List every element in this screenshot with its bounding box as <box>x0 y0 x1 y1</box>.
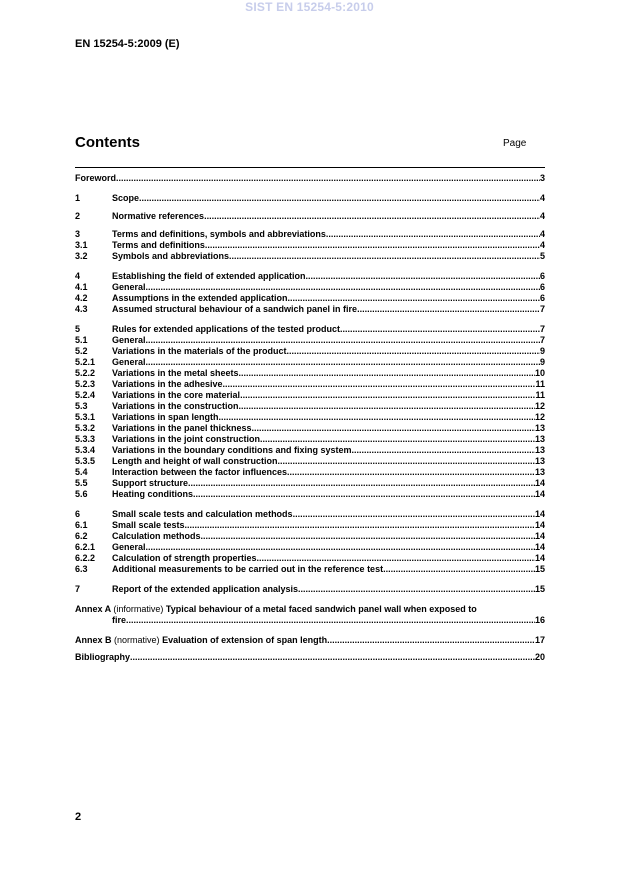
contents-heading: Contents <box>75 134 140 151</box>
toc-entry[interactable] <box>75 346 545 357</box>
dot-leader <box>287 346 540 357</box>
dot-leader <box>306 271 540 282</box>
toc-entry-number: 2 <box>75 211 81 221</box>
toc-entry[interactable] <box>75 553 545 564</box>
toc-entry[interactable] <box>75 478 545 489</box>
toc-entry-page: 13 <box>534 456 545 466</box>
toc-entry-page: 13 <box>534 445 545 455</box>
toc-entry-page: 4 <box>539 229 545 239</box>
toc-entry-number: 5.5 <box>75 478 88 488</box>
dot-leader <box>204 211 540 222</box>
toc-entry[interactable] <box>75 509 545 520</box>
toc-entry[interactable] <box>75 489 545 500</box>
toc-entry-page: 20 <box>534 652 545 662</box>
toc-entry-number: 5.4 <box>75 467 88 477</box>
toc-entry-title: Variations in the adhesive <box>112 379 223 389</box>
toc-entry[interactable] <box>75 423 545 434</box>
toc-entry-page: 15 <box>534 584 545 594</box>
toc-entry-title: Support structure <box>112 478 189 488</box>
toc-entry-bibliography[interactable] <box>75 652 545 663</box>
dot-leader <box>193 489 535 500</box>
toc-entry-page: 12 <box>534 412 545 422</box>
toc-entry-page: 4 <box>539 193 545 203</box>
toc-entry-number: 4 <box>75 271 81 281</box>
toc-entry-title: Normative references <box>112 211 205 221</box>
toc-entry-annex-a[interactable] <box>75 604 545 626</box>
dot-leader <box>223 379 536 390</box>
toc-entry-title: Establishing the field of extended application <box>112 271 306 281</box>
toc-entry-title: Rules for extended applications of the tested product <box>112 324 341 334</box>
toc-entry-title: General <box>112 335 146 345</box>
toc-entry-page: 7 <box>539 304 545 314</box>
toc-entry-page: 3 <box>539 173 545 183</box>
annex-title: Evaluation of extension of span length <box>162 635 328 645</box>
toc-entry-title: General <box>112 542 146 552</box>
dot-leader <box>357 304 540 315</box>
toc-entry-number: 4.1 <box>75 282 88 292</box>
toc-entry[interactable] <box>75 564 545 575</box>
dot-leader <box>252 423 535 434</box>
toc-entry-title: Variations in the panel thickness <box>112 423 252 433</box>
dot-leader <box>239 368 535 379</box>
toc-entry[interactable] <box>75 542 545 553</box>
toc-entry-page: 13 <box>534 423 545 433</box>
toc-entry[interactable] <box>75 324 545 335</box>
toc-entry[interactable] <box>75 304 545 315</box>
dot-leader <box>139 193 540 204</box>
toc-entry-title: Variations in the joint construction <box>112 434 261 444</box>
toc-entry-number: 5.3.1 <box>75 412 96 422</box>
toc-entry-title: Scope <box>112 193 140 203</box>
dot-leader <box>340 324 540 335</box>
toc-entry-title: Variations in the core material <box>112 390 241 400</box>
toc-entry-page: 4 <box>539 211 545 221</box>
toc-entry-title: Calculation of strength properties <box>112 553 257 563</box>
toc-entry-page: 14 <box>534 489 545 499</box>
toc-entry[interactable] <box>75 584 545 595</box>
page-number: 2 <box>75 811 82 823</box>
toc-entry-title: Report of the extended application analysis <box>112 584 299 594</box>
toc-entry-page: 5 <box>539 251 545 261</box>
toc-entry-title: Variations in the metal sheets <box>112 368 239 378</box>
annex-label: Annex A <box>75 604 111 614</box>
toc-entry-number: 5 <box>75 324 81 334</box>
toc-entry-number: 5.3.4 <box>75 445 96 455</box>
toc-entry-title: Bibliography <box>75 652 131 662</box>
toc-entry-number: 4.2 <box>75 293 88 303</box>
toc-entry[interactable] <box>75 282 545 293</box>
toc-entry-title: Terms and definitions, symbols and abbreviations <box>112 229 326 239</box>
toc-entry-page: 15 <box>534 564 545 574</box>
toc-entry-number: 5.3.5 <box>75 456 96 466</box>
dot-leader <box>327 635 535 646</box>
toc-entry-title: Calculation methods <box>112 531 201 541</box>
dot-leader <box>130 652 535 663</box>
annex-title-continued: fire <box>112 615 127 625</box>
toc-entry[interactable] <box>75 531 545 542</box>
dot-leader <box>326 229 540 240</box>
dot-leader <box>126 615 535 626</box>
toc-entry-title: Terms and definitions <box>112 240 205 250</box>
toc-entry[interactable] <box>75 229 545 240</box>
toc-entry[interactable] <box>75 520 545 531</box>
toc-entry[interactable] <box>75 193 545 204</box>
toc-entry-page: 12 <box>534 401 545 411</box>
watermark: SIST EN 15254-5:2010 <box>245 0 374 14</box>
toc-entry-number: 5.2.1 <box>75 357 96 367</box>
toc-entry-page: 7 <box>539 335 545 345</box>
toc-entry[interactable] <box>75 293 545 304</box>
toc-entry[interactable] <box>75 434 545 445</box>
dot-leader <box>146 542 535 553</box>
toc-entry-page: 14 <box>534 542 545 552</box>
toc-entry-page: 14 <box>534 509 545 519</box>
toc-entry-page: 14 <box>534 520 545 530</box>
annex-kind: (informative) <box>113 604 164 614</box>
toc-entry-title: Variations in the boundary conditions and fixing system <box>112 445 352 455</box>
toc-entry-number: 6.2 <box>75 531 88 541</box>
toc-entry-number: 6.1 <box>75 520 88 530</box>
dot-leader <box>260 434 535 445</box>
dot-leader <box>205 240 540 251</box>
toc-entry-title: Foreword <box>75 173 117 183</box>
toc-entry-page: 4 <box>539 240 545 250</box>
toc-entry[interactable] <box>75 211 545 222</box>
toc-entry-number: 3.1 <box>75 240 88 250</box>
toc-entry-title: Length and height of wall construction <box>112 456 278 466</box>
toc-entry[interactable] <box>75 368 545 379</box>
toc-entry-number: 5.2.2 <box>75 368 96 378</box>
page-column-label: Page <box>503 138 527 149</box>
toc-entry-number: 5.3.3 <box>75 434 96 444</box>
dot-leader <box>201 531 535 542</box>
annex-label: Annex B <box>75 635 112 645</box>
toc-entry-number: 7 <box>75 584 81 594</box>
toc-entry-title: Assumed structural behaviour of a sandwich panel in fire <box>112 304 358 314</box>
toc-entry-number: 5.6 <box>75 489 88 499</box>
toc-entry-number: 5.2.3 <box>75 379 96 389</box>
toc-entry[interactable] <box>75 335 545 346</box>
dot-leader <box>229 251 540 262</box>
toc-entry[interactable] <box>75 240 545 251</box>
dot-leader <box>288 293 540 304</box>
toc-entry-number: 5.1 <box>75 335 88 345</box>
toc-entry-number: 4.3 <box>75 304 88 314</box>
toc-entry-page: 9 <box>539 346 545 356</box>
toc-entry-number: 6.2.1 <box>75 542 96 552</box>
toc-entry-page: 14 <box>534 478 545 488</box>
toc-entry-page: 13 <box>534 434 545 444</box>
annex-title: Typical behaviour of a metal faced sandwich panel wall when exposed to <box>165 604 477 614</box>
toc-entry-title: Small scale tests and calculation methods <box>112 509 293 519</box>
toc-entry-page: 6 <box>539 271 545 281</box>
toc-entry-number: 5.3.2 <box>75 423 96 433</box>
dot-leader <box>278 456 535 467</box>
toc-entry-page: 7 <box>539 324 545 334</box>
toc-entry-number: 6 <box>75 509 81 519</box>
toc-entry-page: 10 <box>534 368 545 378</box>
dot-leader <box>185 520 535 531</box>
toc-entry-title: Variations in the materials of the product <box>112 346 287 356</box>
toc-entry-page: 14 <box>534 531 545 541</box>
toc-entry-number: 5.2 <box>75 346 88 356</box>
toc-entry-page: 6 <box>539 282 545 292</box>
toc-entry-title: Small scale tests <box>112 520 185 530</box>
dot-leader <box>257 553 535 564</box>
dot-leader <box>383 564 535 575</box>
toc-entry-page: 13 <box>534 467 545 477</box>
annex-kind: (normative) <box>114 635 160 645</box>
toc-entry-annex-b[interactable] <box>75 635 545 646</box>
toc-entry[interactable] <box>75 357 545 368</box>
dot-leader <box>240 390 535 401</box>
dot-leader <box>146 357 540 368</box>
toc-entry-title: Assumptions in the extended application <box>112 293 288 303</box>
toc-entry-number: 6.3 <box>75 564 88 574</box>
dot-leader <box>146 335 540 346</box>
toc-entry-page: 14 <box>534 553 545 563</box>
dot-leader <box>219 412 535 423</box>
toc-entry-number: 5.2.4 <box>75 390 96 400</box>
dot-leader <box>287 467 535 478</box>
toc-entry-title: Interaction between the factor influences <box>112 467 288 477</box>
toc-entry-page: 9 <box>539 357 545 367</box>
toc-entry[interactable] <box>75 467 545 478</box>
toc-entry-title: Additional measurements to be carried out in the reference test <box>112 564 384 574</box>
toc-entry[interactable] <box>75 251 545 262</box>
toc-entry-title: General <box>112 282 146 292</box>
heading-rule <box>75 167 545 168</box>
toc-entry[interactable] <box>75 445 545 456</box>
toc-entry[interactable] <box>75 412 545 423</box>
toc-entry-title: General <box>112 357 146 367</box>
toc-entry-page: 6 <box>539 293 545 303</box>
toc-entry-page: 17 <box>534 635 545 645</box>
toc-entry[interactable] <box>75 456 545 467</box>
dot-leader <box>352 445 535 456</box>
toc-entry-foreword[interactable] <box>75 173 545 184</box>
toc-entry-title: Symbols and abbreviations <box>112 251 230 261</box>
toc-entry-number: 5.3 <box>75 401 88 411</box>
toc-entry-number: 3 <box>75 229 81 239</box>
toc-entry-page: 11 <box>535 379 545 389</box>
toc-entry[interactable] <box>75 271 545 282</box>
toc-entry-title: Variations in span length <box>112 412 219 422</box>
toc-entry-title: Heating conditions <box>112 489 193 499</box>
toc-entry-number: 6.2.2 <box>75 553 96 563</box>
toc-entry-number: 1 <box>75 193 81 203</box>
toc-entry-page: 16 <box>534 615 545 625</box>
dot-leader <box>298 584 535 595</box>
dot-leader <box>188 478 535 489</box>
dot-leader <box>146 282 540 293</box>
document-id: EN 15254-5:2009 (E) <box>75 38 180 50</box>
toc-entry[interactable] <box>75 390 545 401</box>
toc-entry-title: Variations in the construction <box>112 401 239 411</box>
dot-leader <box>116 173 540 184</box>
dot-leader <box>239 401 535 412</box>
toc-entry-page: 11 <box>535 390 545 400</box>
toc-entry[interactable] <box>75 379 545 390</box>
toc-entry[interactable] <box>75 401 545 412</box>
dot-leader <box>293 509 535 520</box>
toc-entry-number: 3.2 <box>75 251 88 261</box>
